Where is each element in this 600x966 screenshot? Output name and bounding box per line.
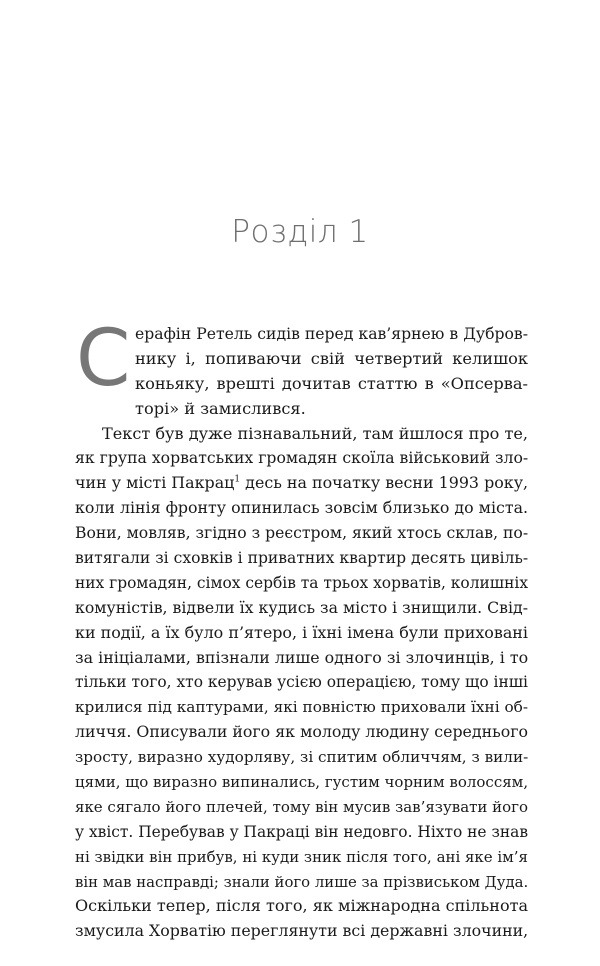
- text-line-with-footnote: [75, 471, 528, 496]
- text-line: цями, що виразно випинались, густим чорним волоссям,: [75, 773, 529, 792]
- text-line: за ініціалами, впізнали лише одного зі злочинців, і то: [75, 647, 529, 667]
- text-line: змусила Хорватію переглянути всі державні злочини,: [75, 921, 529, 941]
- drop-cap-letter: С: [76, 314, 131, 404]
- text-line: тільки того, хто керував усією операцією, тому що інші: [75, 673, 528, 692]
- text-line: витягали зі сховків і приватних квартир десять цивіль-: [75, 549, 529, 568]
- text-line: у хвіст. Перебував у Пакраці він недовго. Ніхто не знав: [75, 822, 528, 841]
- text-line: ні звідки він прибув, ні куди зник після того, ані яке ім’я: [75, 847, 528, 866]
- text-segment: десь на початку весни 1993 року,: [240, 473, 529, 493]
- text-line: як група хорватських громадян скоїла військовий зло-: [75, 448, 529, 468]
- text-line: Оскільки тепер, після того, як міжнародна спільнота: [75, 896, 528, 916]
- chapter-title: Розділ 1: [231, 214, 369, 250]
- text-line: комуністів, відвели їх кудись за місто і знищили. Свід-: [75, 597, 528, 617]
- text-line: них громадян, сімох сербів та трьох хорватів, колишніх: [75, 573, 529, 592]
- text-line: торі» й замислився.: [135, 398, 306, 418]
- text-line: яке сягало його плечей, тому він мусив зав’язувати його: [75, 797, 528, 816]
- text-line: він мав насправді; знали його лише за прізвиськом Дуда.: [75, 872, 529, 891]
- text-line: ерафін Ретель сидів перед кав’ярнею в Дубров-: [135, 324, 528, 343]
- text-line: Вони, мовляв, згідно з реєстром, який хтось склав, по-: [75, 523, 529, 543]
- text-line: коли лінія фронту опинилась зовсім близько до міста.: [75, 498, 528, 518]
- text-line: личчя. Описували його як молоду людину середнього: [75, 722, 528, 742]
- text-line: зросту, виразно худорляву, зі спитим обличчям, з вили-: [75, 748, 529, 767]
- text-line: крилися під каптурами, які повністю приховали їхні об-: [75, 698, 528, 717]
- chapter-body-text: [75, 314, 529, 944]
- text-line: коньяку, врешті дочитав статтю в «Опсерва-: [135, 373, 528, 393]
- footnote-marker[interactable]: 1: [234, 475, 241, 486]
- text-segment: чин у місті Пакрац: [75, 473, 235, 493]
- text-line: нику і, попиваючи свій четвертий келишок: [135, 348, 528, 368]
- paragraph-first-line: Текст був дуже пізнавальний, там йшлося про те,: [102, 423, 528, 443]
- text-line: ки події, а їх було п’ятеро, і їхні імена були приховані: [75, 622, 528, 642]
